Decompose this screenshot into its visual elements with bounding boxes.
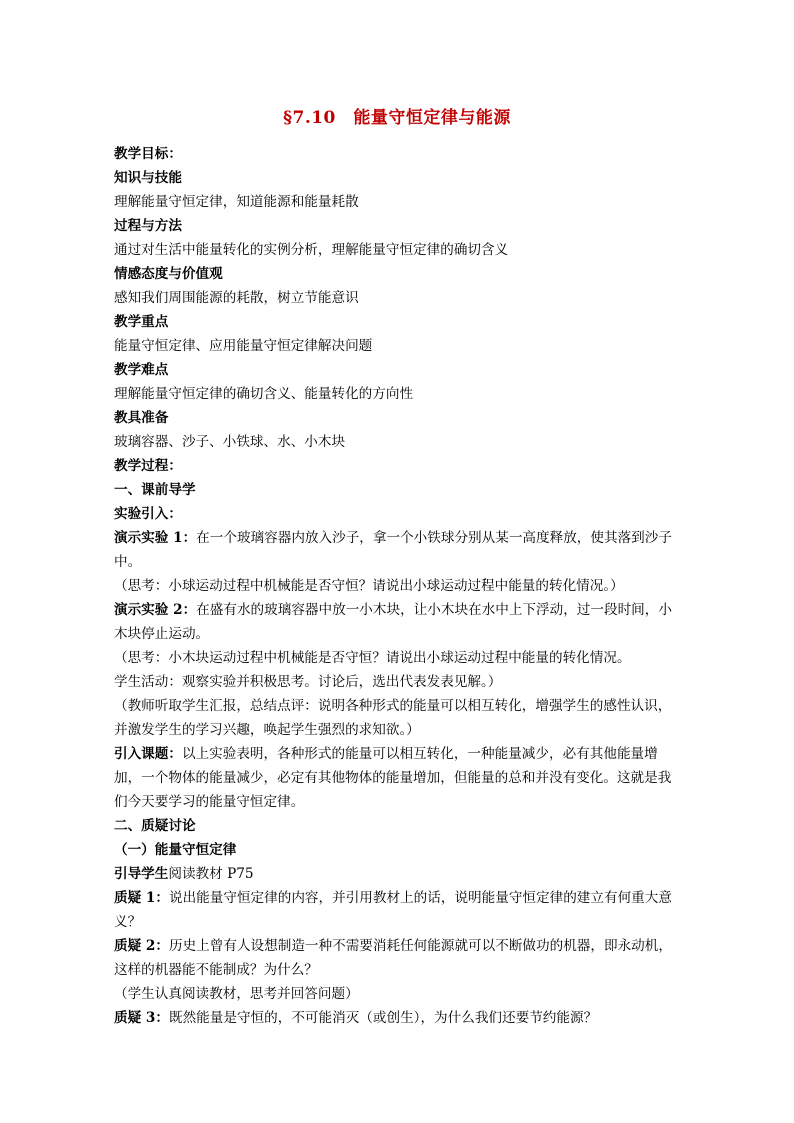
demo2-text: 在盛有水的玻璃容器中放一小木块，让小木块在水中上下浮动，过一段时间，小木块停止运动。 xyxy=(114,602,672,642)
document-body xyxy=(114,142,684,1030)
lead-label: 引入课题： xyxy=(114,746,182,762)
guide-text: 阅读教材 P75 xyxy=(168,866,254,882)
sub1-heading: （一）能量守恒定律 xyxy=(114,842,237,858)
demo1-paragraph xyxy=(114,526,684,574)
demo1-label: 演示实验 1： xyxy=(114,530,197,546)
student-activity-text: 学生活动：观察实验并积极思考。讨论后，选出代表发表见解。） xyxy=(114,674,502,690)
tools-heading: 教具准备 xyxy=(114,410,169,426)
process-heading: 过程与方法 xyxy=(114,218,182,234)
part2-heading: 二、质疑讨论 xyxy=(114,818,196,834)
q1-text: 说出能量守恒定律的内容，并引用教材上的话，说明能量守恒定律的建立有何重大意义？ xyxy=(114,890,672,930)
demo2-label: 演示实验 2： xyxy=(114,602,197,618)
emotion-text: 感知我们周围能源的耗散，树立节能意识 xyxy=(114,290,359,306)
guide-paragraph xyxy=(114,862,684,886)
think1-text: （思考：小球运动过程中机械能是否守恒？请说出小球运动过程中能量的转化情况。） xyxy=(114,578,624,594)
teacher-comment-text: （教师听取学生汇报，总结点评：说明各种形式的能量可以相互转化，增强学生的感性认识，并激发学生的学习兴趣，唤起学生强烈的求知欲。） xyxy=(114,698,672,738)
knowledge-heading: 知识与技能 xyxy=(114,170,182,186)
lead-text: 以上实验表明，各种形式的能量可以相互转化，一种能量减少，必有其他能量增加，一个物体的能量减少，必定有其他物体的能量增加，但能量的总和并没有变化。这就是我们今天要学习的能量守恒定律。 xyxy=(114,746,672,810)
key-point-heading: 教学重点 xyxy=(114,314,169,330)
q3-text: 既然能量是守恒的，不可能消灭（或创生），为什么我们还要节约能源？ xyxy=(168,1010,598,1026)
demo2-paragraph xyxy=(114,598,684,646)
lead-paragraph xyxy=(114,742,684,814)
key-point-text: 能量守恒定律、应用能量守恒定律解决问题 xyxy=(114,338,373,354)
intro-heading: 实验引入： xyxy=(114,506,182,522)
q3-paragraph xyxy=(114,1006,684,1030)
tools-text: 玻璃容器、沙子、小铁球、水、小木块 xyxy=(114,434,346,450)
teaching-process-heading: 教学过程： xyxy=(114,458,182,474)
q2-text: 历史上曾有人设想制造一种不需要消耗任何能源就可以不断做功的机器，即永动机，这样的机器能不能制成？为什么？ xyxy=(114,938,672,978)
demo1-text: 在一个玻璃容器内放入沙子，拿一个小铁球分别从某一高度释放，使其落到沙子中。 xyxy=(114,530,672,570)
page-title: §7.10 能量守恒定律与能源 xyxy=(283,108,511,128)
q3-label: 质疑 3： xyxy=(114,1010,169,1026)
knowledge-text: 理解能量守恒定律，知道能源和能量耗散 xyxy=(114,194,359,210)
q2-note: （学生认真阅读教材，思考并回答问题） xyxy=(114,986,359,1002)
guide-label: 引导学生 xyxy=(114,866,169,882)
difficulty-heading: 教学难点 xyxy=(114,362,169,378)
q2-paragraph xyxy=(114,934,684,982)
emotion-heading: 情感态度与价值观 xyxy=(114,266,223,282)
objectives-heading: 教学目标： xyxy=(114,146,182,162)
think2-text: （思考：小木块运动过程中机械能是否守恒？请说出小球运动过程中能量的转化情况。 xyxy=(114,650,631,666)
q2-label: 质疑 2： xyxy=(114,938,169,954)
q1-paragraph xyxy=(114,886,684,934)
q1-label: 质疑 1： xyxy=(114,890,169,906)
process-text: 通过对生活中能量转化的实例分析，理解能量守恒定律的确切含义 xyxy=(114,242,509,258)
part1-heading: 一、课前导学 xyxy=(114,482,196,498)
difficulty-text: 理解能量守恒定律的确切含义、能量转化的方向性 xyxy=(114,386,414,402)
